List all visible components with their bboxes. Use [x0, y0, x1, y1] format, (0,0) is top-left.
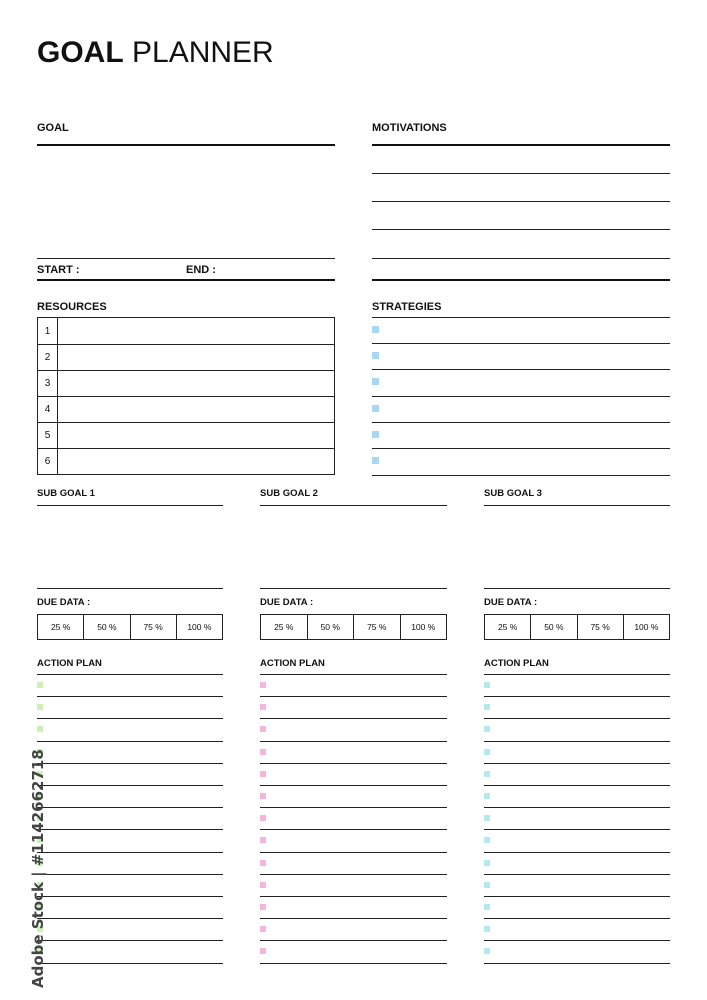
resources-label: RESOURCES [37, 301, 107, 313]
action-plan-line [484, 940, 670, 941]
strategy-line [372, 317, 670, 318]
action-plan-line [37, 785, 223, 786]
action-plan-line [37, 674, 223, 675]
motivation-line[interactable] [372, 201, 670, 202]
action-plan-label: ACTION PLAN [37, 658, 102, 669]
action-item-bullet-icon[interactable] [484, 860, 490, 866]
due-date-label: DUE DATA : [260, 597, 314, 608]
action-plan-line [260, 696, 447, 697]
action-item-bullet-icon[interactable] [260, 882, 266, 888]
progress-25-cell[interactable]: 25 % [497, 622, 518, 632]
goal-bottom-rule [37, 279, 335, 281]
action-plan-line [37, 896, 223, 897]
title-rest: PLANNER [132, 36, 274, 69]
sub-goal-write-area[interactable] [260, 507, 447, 587]
watermark-text: Adobe Stock | #1142662718 [29, 749, 47, 988]
action-item-bullet-icon[interactable] [260, 682, 266, 688]
action-plan-line [37, 829, 223, 830]
end-label: END : [186, 264, 216, 276]
resource-row[interactable] [38, 448, 334, 474]
action-plan-line [260, 807, 447, 808]
strategy-line [372, 422, 670, 423]
motivation-line[interactable] [372, 229, 670, 230]
action-plan-line [37, 763, 223, 764]
sub-goal-line [484, 588, 670, 589]
progress-100-cell[interactable]: 100 % [623, 615, 669, 639]
progress-50-cell[interactable]: 50 % [307, 615, 354, 639]
action-item-bullet-icon[interactable] [484, 704, 490, 710]
progress-25-cell[interactable]: 25 % [50, 622, 71, 632]
action-plan-line [37, 807, 223, 808]
sub-goal-2-label: SUB GOAL 2 [260, 488, 318, 499]
progress-boxes [37, 614, 223, 640]
action-plan-line [484, 829, 670, 830]
resource-row-number: 5 [38, 423, 58, 448]
due-date-label: DUE DATA : [37, 597, 91, 608]
action-item-bullet-icon[interactable] [37, 704, 43, 710]
watermark [13, 749, 47, 990]
action-plan-line [37, 918, 223, 919]
strategy-line [372, 396, 670, 397]
action-plan-line [484, 718, 670, 719]
action-item-bullet-icon[interactable] [37, 682, 43, 688]
progress-25-cell[interactable]: 25 % [274, 622, 294, 632]
progress-100-cell[interactable]: 100 % [400, 615, 447, 639]
due-date-label: DUE DATA : [484, 597, 538, 608]
motivations-label: MOTIVATIONS [372, 122, 447, 134]
resource-row-number: 6 [38, 449, 58, 474]
progress-50-cell[interactable]: 50 % [530, 615, 576, 639]
action-item-bullet-icon[interactable] [260, 793, 266, 799]
action-plan-line [484, 807, 670, 808]
action-plan-line [260, 874, 447, 875]
action-plan-line [260, 852, 447, 853]
action-item-bullet-icon[interactable] [260, 926, 266, 932]
action-item-bullet-icon[interactable] [484, 926, 490, 932]
action-plan-line [37, 874, 223, 875]
action-item-bullet-icon[interactable] [260, 904, 266, 910]
action-plan-line [37, 963, 223, 964]
strategy-bullet-icon[interactable] [372, 352, 379, 359]
strategy-bullet-icon[interactable] [372, 431, 379, 438]
action-item-bullet-icon[interactable] [260, 771, 266, 777]
action-item-bullet-icon[interactable] [484, 948, 490, 954]
action-plan-line [484, 785, 670, 786]
action-plan-line [260, 763, 447, 764]
motivation-line[interactable] [372, 173, 670, 174]
sub-goal-1-label: SUB GOAL 1 [37, 488, 95, 499]
end-field[interactable] [222, 259, 334, 279]
action-plan-line [260, 940, 447, 941]
action-plan-line [37, 741, 223, 742]
action-plan-line [260, 741, 447, 742]
sub-goal-3-label: SUB GOAL 3 [484, 488, 542, 499]
action-item-bullet-icon[interactable] [37, 726, 43, 732]
action-item-bullet-icon[interactable] [260, 815, 266, 821]
motivation-line[interactable] [372, 258, 670, 259]
sub-goal-line [260, 588, 447, 589]
action-plan-line [484, 696, 670, 697]
resource-row-number: 4 [38, 397, 58, 422]
progress-75-cell[interactable]: 75 % [577, 615, 623, 639]
resource-row-number: 1 [38, 318, 58, 344]
resource-row-number: 2 [38, 345, 58, 370]
action-item-bullet-icon[interactable] [484, 882, 490, 888]
motivations-bottom-rule [372, 279, 670, 281]
strategies-label: STRATEGIES [372, 301, 442, 313]
action-item-bullet-icon[interactable] [260, 948, 266, 954]
action-plan-line [484, 918, 670, 919]
action-plan-line [484, 874, 670, 875]
sub-goal-line [37, 505, 223, 506]
resources-table [37, 317, 335, 475]
action-plan-line [37, 696, 223, 697]
action-item-bullet-icon[interactable] [484, 682, 490, 688]
action-plan-line [484, 896, 670, 897]
action-item-bullet-icon[interactable] [484, 749, 490, 755]
action-plan-line [260, 718, 447, 719]
action-item-bullet-icon[interactable] [260, 726, 266, 732]
progress-boxes [260, 614, 447, 640]
action-item-bullet-icon[interactable] [260, 704, 266, 710]
action-plan-line [484, 741, 670, 742]
strategy-line [372, 448, 670, 449]
action-plan-line [260, 963, 447, 964]
resource-row[interactable] [38, 422, 334, 448]
progress-100-cell[interactable]: 100 % [176, 615, 222, 639]
sub-goal-write-area[interactable] [37, 507, 223, 587]
sub-goal-line [260, 505, 447, 506]
goal-label: GOAL [37, 122, 69, 134]
action-plan-label: ACTION PLAN [484, 658, 549, 669]
resource-row[interactable] [38, 370, 334, 396]
progress-75-cell[interactable]: 75 % [130, 615, 176, 639]
resource-row[interactable] [38, 344, 334, 370]
strategy-line [372, 475, 670, 476]
action-plan-line [260, 785, 447, 786]
motivations-top-rule [372, 144, 670, 146]
action-plan-line [484, 963, 670, 964]
strategy-bullet-icon[interactable] [372, 457, 379, 464]
strategy-line [372, 343, 670, 344]
action-plan-line [484, 763, 670, 764]
page-title [37, 34, 274, 72]
resource-row[interactable] [38, 396, 334, 422]
sub-goal-line [37, 588, 223, 589]
action-plan-line [37, 940, 223, 941]
action-item-bullet-icon[interactable] [260, 749, 266, 755]
strategy-bullet-icon[interactable] [372, 326, 379, 333]
progress-50-cell[interactable]: 50 % [83, 615, 129, 639]
action-plan-line [260, 674, 447, 675]
action-item-bullet-icon[interactable] [484, 815, 490, 821]
start-label: START : [37, 264, 80, 276]
start-field[interactable] [85, 259, 180, 279]
action-plan-line [484, 852, 670, 853]
goal-write-area[interactable] [37, 146, 335, 257]
title-bold: GOAL [37, 36, 124, 69]
strategy-bullet-icon[interactable] [372, 378, 379, 385]
action-item-bullet-icon[interactable] [260, 860, 266, 866]
action-item-bullet-icon[interactable] [484, 726, 490, 732]
resource-row[interactable] [38, 318, 334, 344]
resource-row-number: 3 [38, 371, 58, 396]
action-item-bullet-icon[interactable] [260, 837, 266, 843]
action-plan-line [37, 852, 223, 853]
action-plan-label: ACTION PLAN [260, 658, 325, 669]
action-plan-line [260, 918, 447, 919]
sub-goal-line [484, 505, 670, 506]
sub-goal-write-area[interactable] [484, 507, 670, 587]
progress-boxes [484, 614, 670, 640]
action-item-bullet-icon[interactable] [484, 904, 490, 910]
action-plan-line [260, 896, 447, 897]
action-plan-line [260, 829, 447, 830]
action-item-bullet-icon[interactable] [484, 837, 490, 843]
strategy-line [372, 369, 670, 370]
action-plan-line [37, 718, 223, 719]
action-item-bullet-icon[interactable] [484, 793, 490, 799]
action-item-bullet-icon[interactable] [484, 771, 490, 777]
strategy-bullet-icon[interactable] [372, 405, 379, 412]
action-plan-line [484, 674, 670, 675]
progress-75-cell[interactable]: 75 % [353, 615, 400, 639]
